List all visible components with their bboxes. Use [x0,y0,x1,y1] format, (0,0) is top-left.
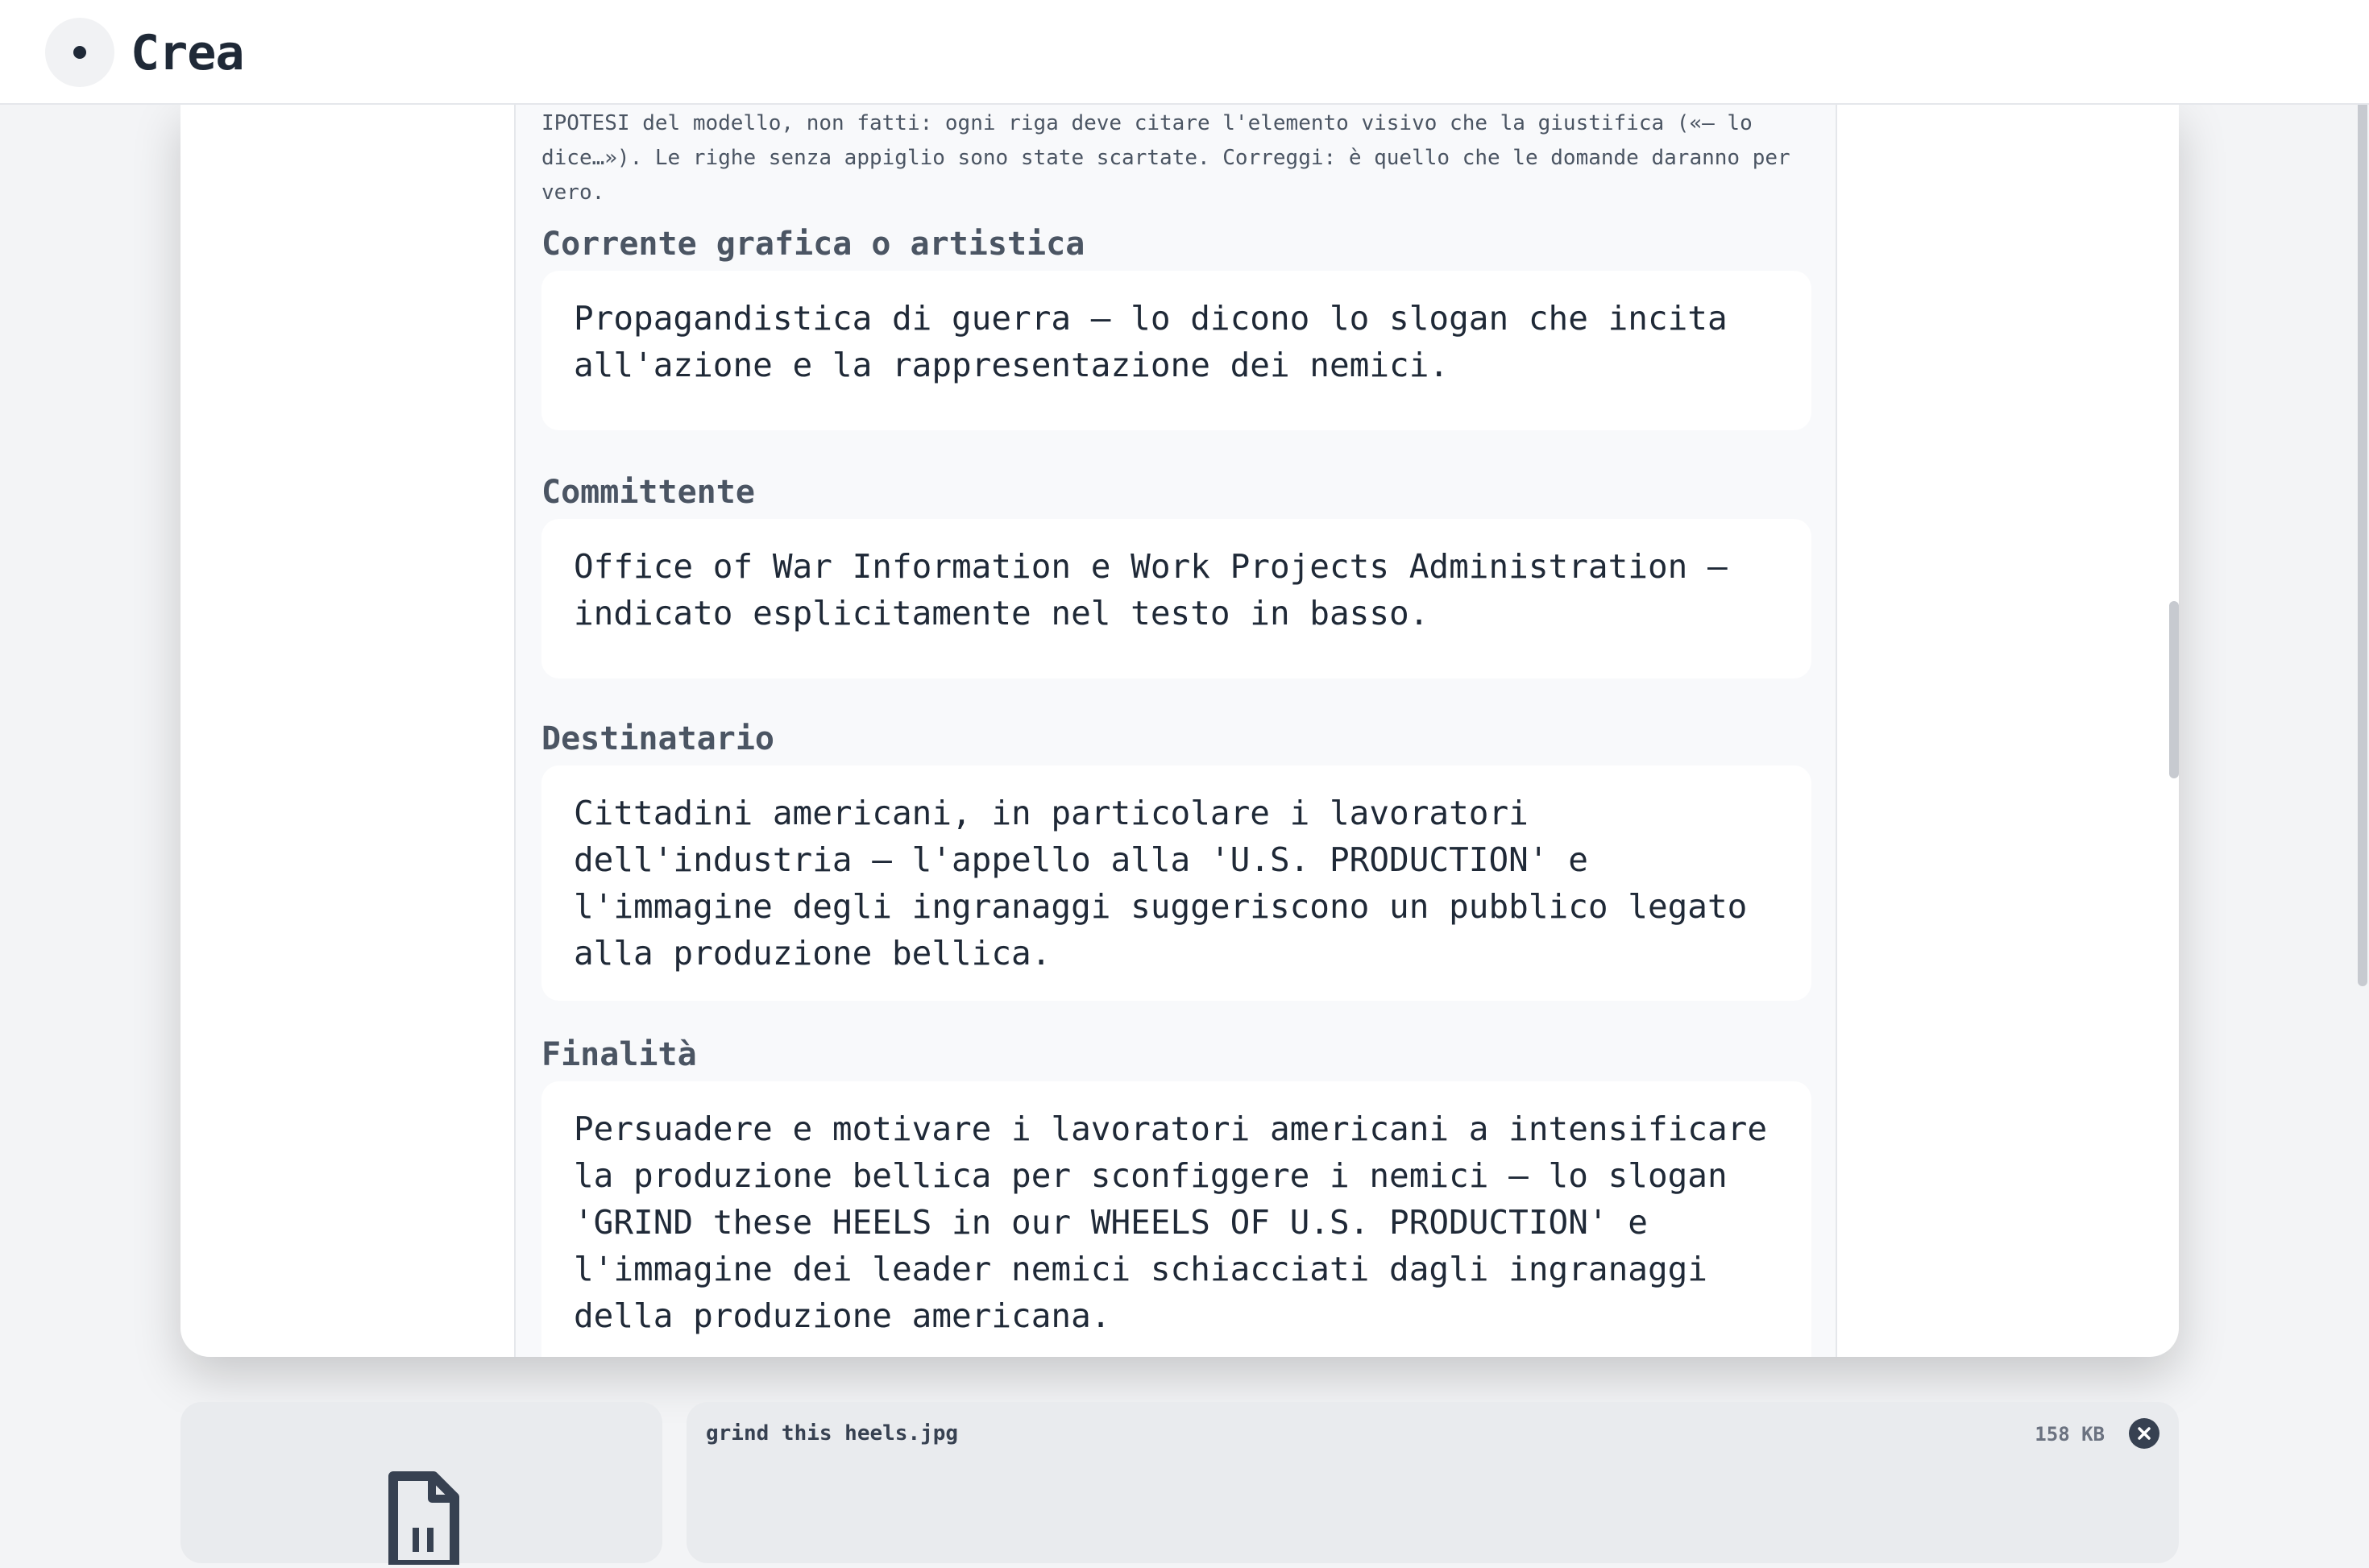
answer-field-finalita[interactable]: Persuadere e motivare i lavoratori americani a intensificare la produzione bellica per sconfiggere i nemici — lo slogan 'GRIND these HEELS in our WHEELS OF U.S. PRODUCTION' e l'immagine dei leader nemici schiacciati dagli ingranaggi della produzione americana. [541,1081,1811,1357]
section-label-finalita: Finalità [541,1036,697,1073]
file-preview-card [180,1402,662,1563]
section-label-destinatario: Destinatario [541,720,774,757]
section-label-corrente: Corrente grafica o artistica [541,226,1085,263]
close-icon [2136,1425,2152,1441]
page-title: Crea [131,25,244,81]
hypotheses-notice: IPOTESI del modello, non fatti: ogni riga deve citare l'elemento visivo che la giustifica («— lo dice…»). Le righe senza appiglio sono state scartate. Correggi: è quello che le domande daranno per vero. [541,111,1790,205]
answer-field-committente[interactable]: Office of War Information e Work Projects Administration — indicato esplicitamente nel testo in basso. [541,519,1811,678]
remove-file-button[interactable] [2129,1418,2159,1449]
dot-menu-icon [73,46,86,59]
hypotheses-panel [514,103,1837,1357]
section-label-committente: Committente [541,474,755,511]
top-bar [0,0,2369,105]
file-size: 158 KB [2035,1423,2105,1446]
menu-button[interactable] [45,18,114,87]
card-scrollbar-thumb[interactable] [2169,601,2179,778]
analysis-card [180,103,2179,1357]
file-name: grind this heels.jpg [706,1421,959,1446]
file-image-icon [382,1468,463,1568]
page-scrollbar-thumb[interactable] [2358,81,2367,986]
uploaded-file-card [687,1402,2179,1563]
answer-field-destinatario[interactable]: Cittadini americani, in particolare i lavoratori dell'industria — l'appello alla 'U.S. PRODUCTION' e l'immagine degli ingranaggi suggeriscono un pubblico legato alla produzione bellica. [541,765,1811,1001]
answer-field-corrente[interactable]: Propagandistica di guerra — lo dicono lo slogan che incita all'azione e la rappresentazione dei nemici. [541,271,1811,430]
